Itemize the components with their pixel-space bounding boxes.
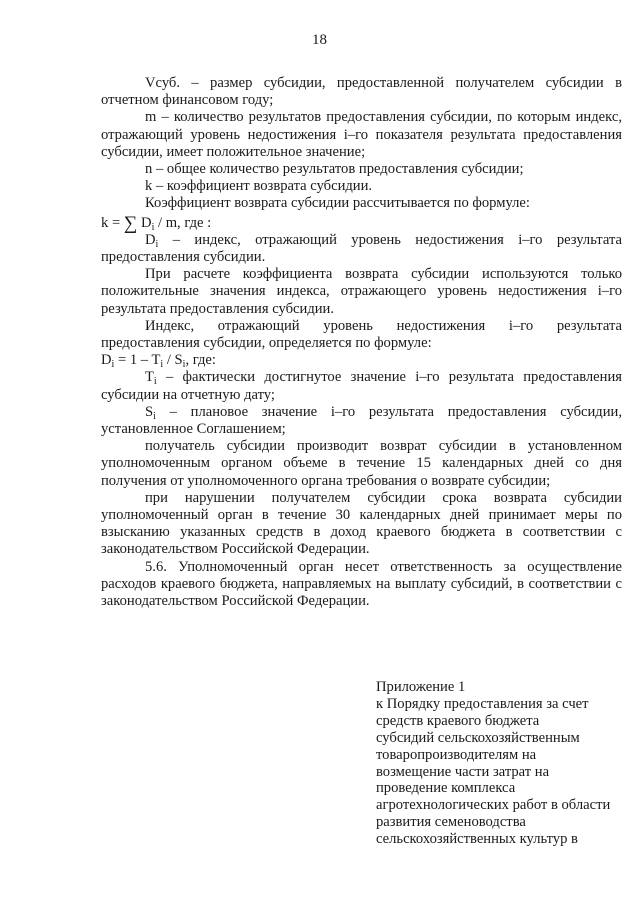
subscript-i: i [153,410,156,422]
symbol-t: T [151,352,161,369]
sum-symbol: ∑ [123,212,138,234]
subscript-i: i [155,238,159,250]
appendix-line: возмещение части затрат на [376,763,550,780]
paragraph-di-text: – индекс, отражающий уровень недостижения i–го результата предоставления субсидии. [101,231,622,266]
symbol-d: D [141,214,152,231]
document-body [101,75,622,610]
paragraph-positive-values: При расчете коэффициента возврата субсидии используются только положительные значения индекса, отражающего уровень недостижения i–го результата предоставления субсидии. [101,266,622,317]
paragraph-ti [101,369,622,403]
appendix-line: товаропроизводителям на [376,746,537,763]
symbol-s: S [145,403,154,420]
appendix-line: сельскохозяйственных культур в [376,831,578,848]
formula-k-lhs: k = [101,214,124,231]
paragraph-ti-text: – фактически достигнутое значение i–го результата предоставления субсидии на отчетную дату; [101,369,622,403]
symbol-d: D [145,231,156,248]
appendix-line: развития семеноводства [376,814,526,831]
paragraph-di [101,232,622,266]
formula-di-rhs: , где: [185,352,216,369]
paragraph-k: k – коэффициент возврата субсидии. [145,178,373,195]
paragraph-index-intro: Индекс, отражающий уровень недостижения i–го результата предоставления субсидии, определяется по формуле: [101,317,622,352]
appendix-line: проведение комплекса [376,780,516,797]
subscript-i: i [111,359,115,371]
appendix-title: Приложение 1 [376,679,466,695]
formula-di [101,352,622,369]
page-number: 18 [312,32,327,48]
appendix-line: к Порядку предоставления за счет [376,695,589,712]
formula-di-lhs: = 1 – [114,352,152,369]
paragraph-m: m – количество результатов предоставления субсидии, по которым индекс, отражающий уровень недостижения i–го показателя результата предоставления субсидии, имеет положительное значение; [101,109,622,160]
symbol-d: D [101,352,112,369]
paragraph-responsibility: 5.6. Уполномоченный орган несет ответственность за осуществление расходов краевого бюджета, направляемых на выплату субсидий, в соответствии с законодательством Российской Федерации. [101,558,622,610]
formula-di-mid: / [163,352,175,369]
appendix-header [376,679,626,848]
paragraph-formula-intro: Коэффициент возврата субсидии рассчитывается по формуле: [145,195,530,212]
paragraph-si-text: – плановое значение i–го результата предоставления субсидии, установленное Соглашением; [101,403,622,438]
formula-k-rhs: / m, где : [154,214,212,231]
paragraph-n: n – общее количество результатов предоставления субсидии; [145,161,524,178]
paragraph-vsub: Vсуб. – размер субсидии, предоставленной получателем субсидии в отчетном финансовом году; [101,75,622,109]
subscript-i: i [182,359,186,371]
formula-k [101,213,622,232]
appendix-line: агротехнологических работ в области [376,797,611,814]
appendix-line: средств краевого бюджета [376,712,540,729]
subscript-i: i [151,221,155,233]
paragraph-violation: при нарушении получателем субсидии срока возврата субсидии уполномоченный орган в течение 30 календарных дней принимает меры по взысканию указанных средств в доход краевого бюджета в соответствии с законодательством Российской Федерации. [101,489,622,558]
symbol-t: T [145,369,154,386]
symbol-s: S [174,352,183,369]
subscript-i: i [153,376,157,388]
appendix-line: субсидий сельскохозяйственным [376,729,580,746]
subscript-i: i [160,359,164,371]
paragraph-si [101,404,622,438]
paragraph-refund: получатель субсидии производит возврат субсидии в установленном уполномоченным органом объеме в течение 15 календарных дней со дня получения от уполномоченного органа требования о возврате субсидии; [101,438,622,489]
